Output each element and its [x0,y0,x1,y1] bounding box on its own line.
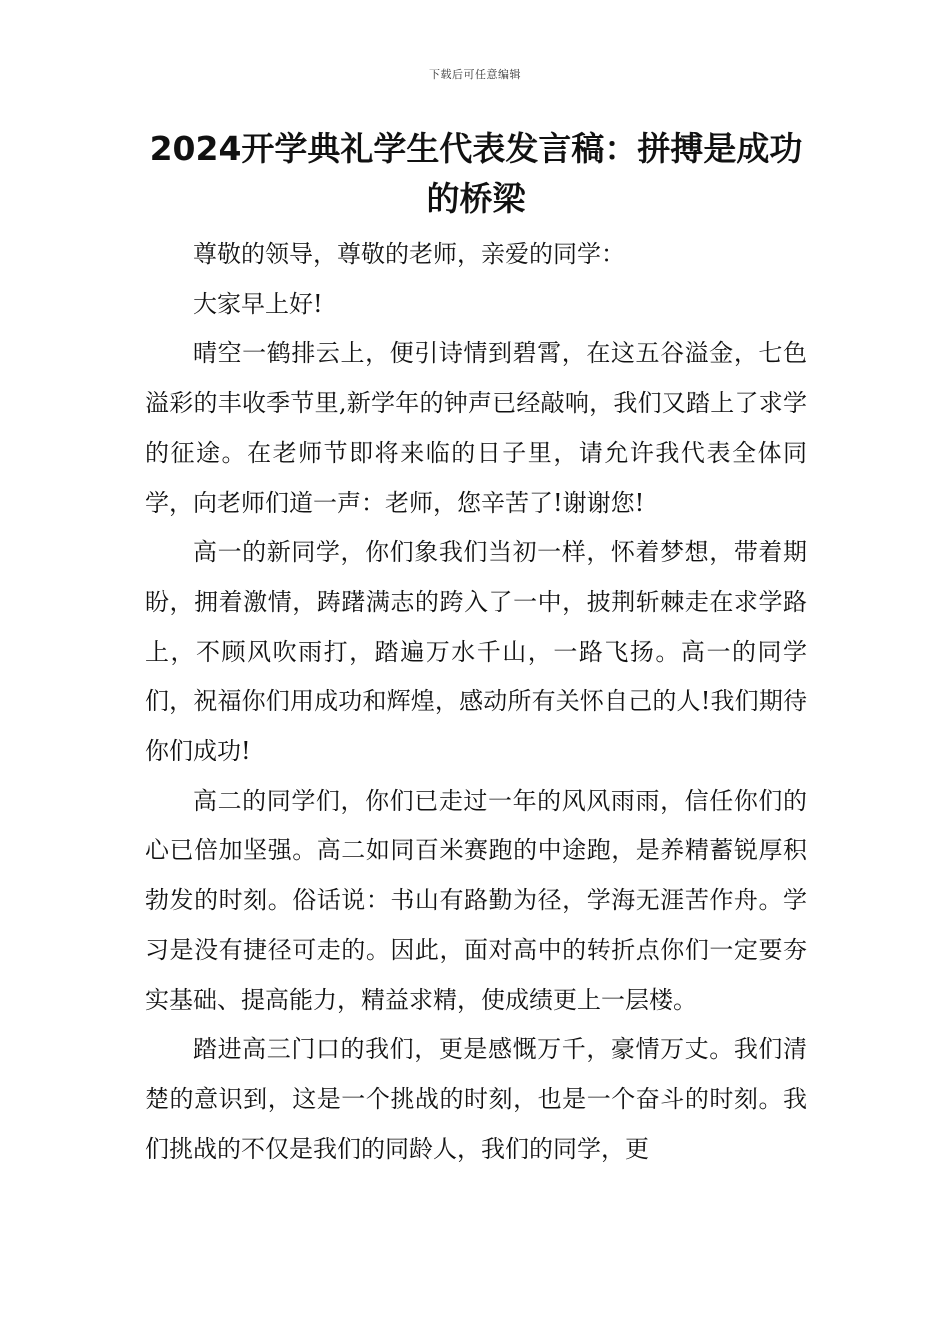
paragraph: 高二的同学们，你们已走过一年的风风雨雨，信任你们的心已倍加坚强。高二如同百米赛跑的中途跑，是养精蓄锐厚积勃发的时刻。俗话说：书山有路勤为径，学海无涯苦作舟。学习是没有捷径可走的。因此，面对高中的转折点你们一定要夯实基础、提高能力，精益求精，使成绩更上一层楼。 [145,786,807,1014]
paragraph: 高一的新同学，你们象我们当初一样，怀着梦想，带着期盼，拥着激情，踌躇满志的跨入了一中，披荆斩棘走在求学路上，不顾风吹雨打，踏遍万水千山，一路飞扬。高一的同学们，祝福你们用成功和辉煌，感动所有关怀自己的人!我们期待你们成功! [145,538,807,766]
paragraph-salutation: 尊敬的领导，尊敬的老师，亲爱的同学： [193,240,625,268]
document-title: 2024开学典礼学生代表发言稿：拼搏是成功的桥梁 [149,129,803,218]
document-body [145,230,807,1174]
paragraph: 晴空一鹤排云上，便引诗情到碧霄，在这五谷溢金，七色溢彩的丰收季节里,新学年的钟声已经敲响，我们又踏上了求学的征途。在老师节即将来临的日子里，请允许我代表全体同学，向老师们道一声：老师，您辛苦了!谢谢您! [145,339,807,517]
paragraph-greeting: 大家早上好! [193,289,323,318]
header-note: 下载后可任意编辑 [429,68,521,81]
paragraph: 踏进高三门口的我们，更是感慨万千，豪情万丈。我们清楚的意识到，这是一个挑战的时刻，也是一个奋斗的时刻。我们挑战的不仅是我们的同龄人，我们的同学，更 [145,1035,807,1163]
